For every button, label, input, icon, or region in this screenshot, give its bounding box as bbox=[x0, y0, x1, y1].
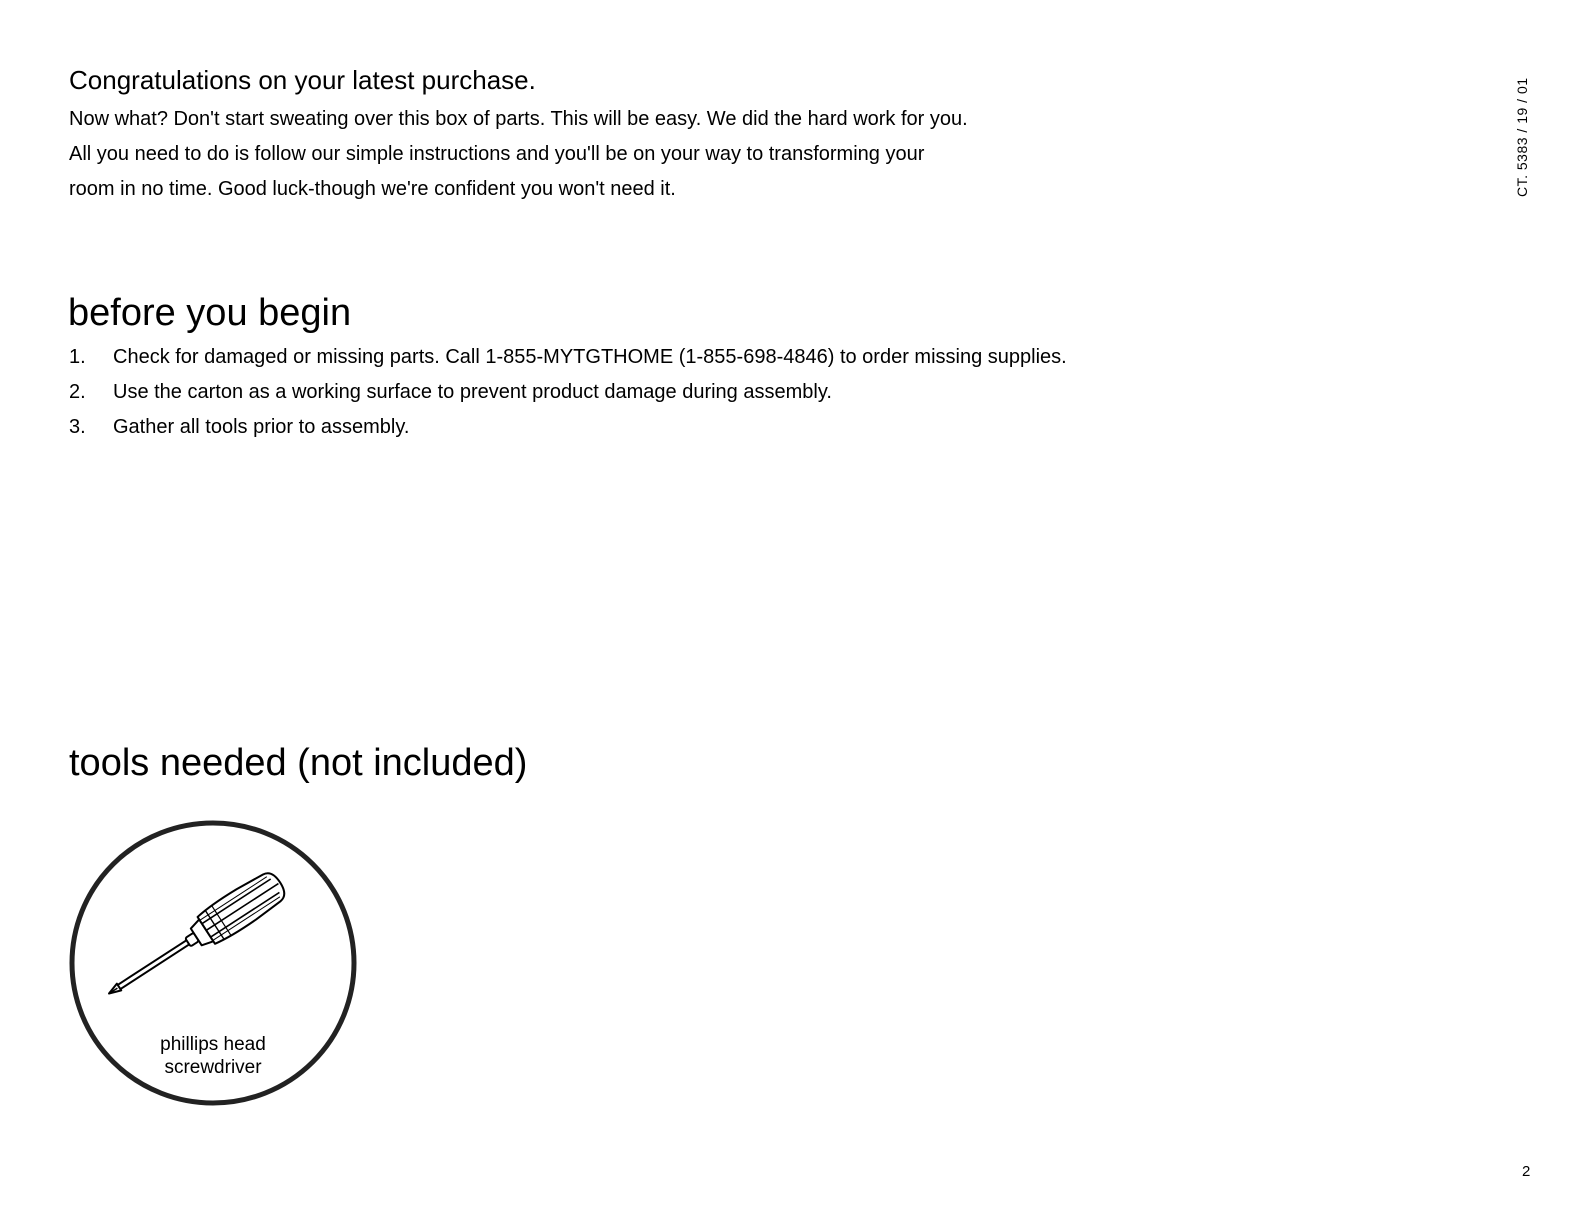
step-text: Check for damaged or missing parts. Call 1-855-MYTGTHOME (1-855-698-4846) to order missing supplies. bbox=[113, 346, 1067, 368]
intro-heading: Congratulations on your latest purchase. bbox=[69, 65, 536, 95]
before-you-begin-heading: before you begin bbox=[68, 292, 352, 334]
tools-needed-heading: tools needed (not included) bbox=[69, 742, 528, 784]
page-number: 2 bbox=[1522, 1163, 1531, 1180]
step-text: Use the carton as a working surface to prevent product damage during assembly. bbox=[113, 381, 832, 403]
step-text: Gather all tools prior to assembly. bbox=[113, 416, 410, 438]
tool-label-line-2: screwdriver bbox=[164, 1057, 262, 1078]
intro-line-3: room in no time. Good luck-though we're confident you won't need it. bbox=[69, 178, 676, 200]
step-number: 3. bbox=[69, 416, 86, 438]
document-code: CT. 5383 / 19 / 01 bbox=[1514, 77, 1530, 197]
tool-item-phillips-screwdriver bbox=[66, 818, 360, 1110]
step-number: 1. bbox=[69, 346, 86, 368]
intro-line-2: All you need to do is follow our simple instructions and you'll be on your way to transforming your bbox=[69, 143, 925, 165]
tool-label-line-1: phillips head bbox=[160, 1034, 266, 1055]
step-number: 2. bbox=[69, 381, 86, 403]
intro-line-1: Now what? Don't start sweating over this box of parts. This will be easy. We did the hard work for you. bbox=[69, 108, 968, 130]
